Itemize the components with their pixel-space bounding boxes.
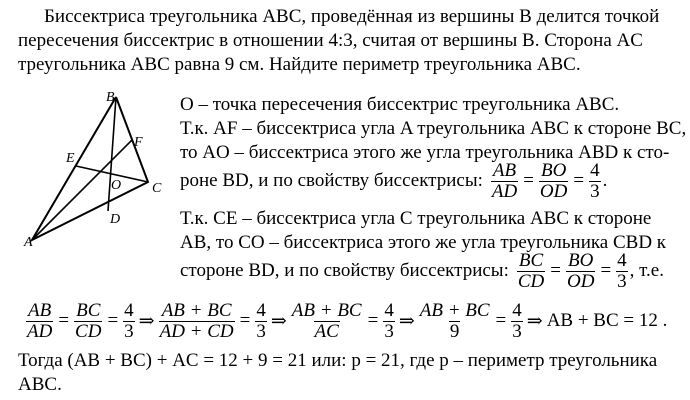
fraction-denominator: OD [539,180,568,202]
fraction-denominator: AD [27,320,53,342]
fraction-numerator: BO [540,159,567,181]
problem-line-3: треугольника ABC равна 9 см. Найдите периметр треугольника ABC. [18,54,581,75]
fraction-denominator: CD [517,270,545,292]
eq-fraction-7 [383,301,395,342]
fraction-numerator: BC [518,249,544,271]
equals-sign: = [239,310,251,331]
eq-fraction-5 [255,301,267,342]
fraction-ab-ad [491,161,518,202]
problem-line-1: Биссектриса треугольника ABC, проведённая из вершины B делится точкой [44,6,660,27]
fraction-numerator: 4 [384,299,394,321]
fraction-denominator: AC [314,320,339,342]
fraction-numerator: AB + BC [419,299,490,321]
fraction-4-3 [589,161,601,202]
fraction-numerator: 4 [256,299,266,321]
fraction-bo-od [566,251,595,292]
solution-line-5: Т.к. CE – биссектриса угла C треугольника ABC к стороне [180,208,652,229]
label-a: A [24,235,33,250]
equation-result: AB + BC = 12 . [546,310,668,331]
fraction-numerator: AB [28,299,52,321]
fraction-numerator: AB [492,159,517,181]
fraction-denominator: 3 [384,320,394,342]
fraction-numerator: 4 [590,159,600,181]
fraction-numerator: BC [76,299,101,321]
fraction-denominator: 3 [256,320,266,342]
fraction-denominator: 3 [512,320,522,342]
bisector-bd [108,97,116,211]
period: . [602,170,608,191]
solution-line-4-text: роне BD, и по свойству биссектрисы: [180,170,483,191]
equals-sign: = [523,170,534,191]
eq-fraction-6 [291,301,363,342]
fraction-denominator: CD [75,320,102,342]
label-e: E [66,151,75,166]
equation-chain [24,298,667,344]
eq-fraction-3 [123,301,135,342]
fraction-numerator: 4 [124,299,134,321]
fraction-numerator: 4 [512,299,522,321]
fraction-numerator: BO [568,249,594,271]
solution-line-7 [180,248,664,294]
fraction-denominator: 9 [449,320,460,342]
eq-fraction-2 [74,301,102,342]
fraction-denominator: OD [566,270,595,292]
equals-sign: = [107,310,119,331]
label-c: C [152,181,162,196]
solution-line-6: AB, то CO – биссектриса этого же угла треугольника CBD к [180,232,667,253]
solution-line-7-text: стороне BD, и по свойству биссектрисы: [180,260,509,281]
eq-fraction-9 [511,301,523,342]
label-b: B [106,90,115,105]
equals-sign: = [573,170,585,191]
equals-sign: = [367,310,379,331]
solution-line-7-end: , т.е. [629,260,664,281]
equals-sign: = [495,310,507,331]
fraction-numerator: AB + BC [161,299,232,321]
implies-arrow: ⇒ [138,310,155,332]
triangle-figure [20,84,170,256]
equals-sign: = [600,260,612,281]
solution-line-1: O – точка пересечения биссектрис треугольника ABC. [180,94,620,115]
eq-fraction-1 [26,301,53,342]
fraction-denominator: 3 [124,320,134,342]
implies-arrow: ⇒ [270,310,287,332]
implies-arrow: ⇒ [526,310,543,332]
fraction-numerator: 4 [617,249,627,271]
fraction-bc-cd [517,251,545,292]
label-d: D [110,212,121,227]
solution-line-3: то AO – биссектриса этого же угла треугольника ABD к сто- [180,142,670,163]
conclusion-line-1: Тогда (AB + BC) + AC = 12 + 9 = 21 или: p = 21, где p – периметр треугольника [18,350,658,371]
equals-sign: = [58,310,70,331]
solution-line-2: Т.к. AF – биссектриса угла A треугольника ABC к стороне BC, [180,118,687,139]
eq-fraction-8 [419,301,491,342]
fraction-denominator: AD + CD [159,320,234,342]
label-f: F [134,135,143,150]
fraction-bo-od [539,161,568,202]
equals-sign: = [550,260,561,281]
problem-line-2: пересечения биссектрис в отношении 4:3, считая от вершины B. Сторона AC [18,30,643,51]
label-o: O [111,178,122,193]
fraction-denominator: 3 [617,270,627,292]
fraction-numerator: AB + BC [291,299,362,321]
conclusion-line-2: ABC. [18,374,62,395]
fraction-denominator: AD [491,180,518,202]
solution-line-4 [180,158,607,204]
fraction-denominator: 3 [590,180,600,202]
implies-arrow: ⇒ [398,310,415,332]
fraction-4-3 [616,251,628,292]
eq-fraction-4 [159,301,235,342]
